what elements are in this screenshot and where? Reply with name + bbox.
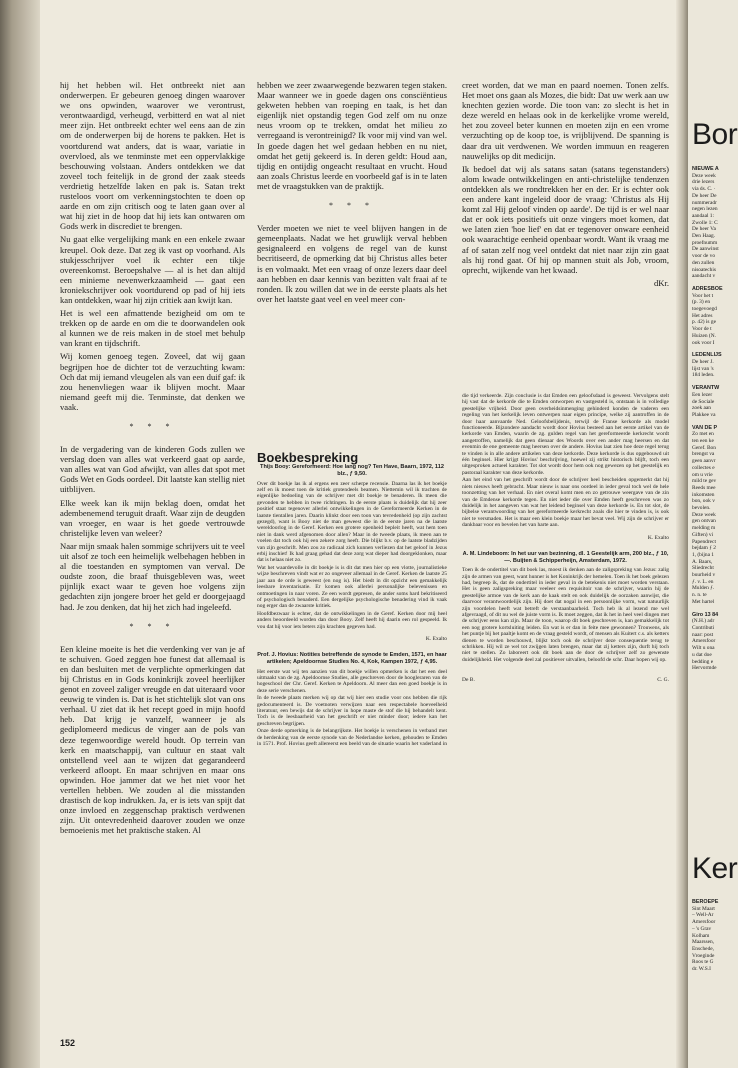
adjacent-page-text (692, 893, 738, 973)
paragraph: Een kleine moeite is het die verdenking ver van je af te schuiven. Goed zeggen hoe funest dat allemaal is en dan besluiten met de verplichte opmerkingen dat bij Christus en in Gods koninkrijk zoveel heerlijker genot en zoveel zaliger vreugde en dat uiteraard voor eeuwig te vinden is. Dat is het stichtelijk slot van ons verhaal. U ziet dat ik het recept goed in mijn hoofd heb. Dat krijg je vanzelf, wanneer je als gediplomeerd medicus de vinger aan de pols van deze tegenwoordige wereld houdt. Op terrein van kerk en maatschappij, van cultuur en staat valt ontstellend veel aan te wijzen dat gegarandeerd verkeerd afloopt. En maar schrijven en maar ons opwinden. Hoe jammer dat we het niet voor het vertellen hebben. We zouden al die misstanden drastisch de kop indrukken. Ja, er is iets van spijt dat onze invloed en zeggenschap praktisch verdwenen zijn. Uit ontevredenheid daarover zouden we onze bemoeienis met het praktische staken. Al (60, 643, 245, 836)
adjacent-page-line: De heer De (692, 192, 717, 199)
adjacent-page-line: De aanwinst (692, 246, 719, 253)
column-1 (60, 80, 245, 1048)
review-signature: K. Exalto (647, 534, 669, 541)
adjacent-page-line: – Well-Ar (692, 912, 714, 919)
adjacent-page-line: Papendrect (692, 538, 716, 545)
adjacent-page-line: Plakkee va (692, 411, 716, 418)
section-divider-stars: * * * (129, 422, 176, 431)
paragraph: Het is wel een afmattende bezigheid om om te trekken op de aarde en om die te doorwandelen ook al kunnen we de reis maken in de stoel met behulp van krant en tijdschrift. (60, 308, 245, 349)
adjacent-page-title: Bor (692, 118, 738, 151)
adjacent-page-text (692, 160, 738, 672)
adjacent-page-line: mild te gev (692, 478, 717, 485)
adjacent-page-line: n. n. te (692, 592, 707, 599)
paragraph: Onze derde opmerking is de belangrijkste. Het boekje is verschenen in verband met de herdenking van de eerste synode van de Nederlandse kerken, gehouden te Emden in 1571. Prof. Hovius geeft allereerst een beeld van de situatie waarin het vaderland in (257, 728, 447, 747)
adjacent-page-line: ook voor I (692, 339, 715, 346)
column-1-paragraphs-a (60, 80, 245, 412)
adjacent-page-line: Zo met en (692, 431, 714, 438)
adjacent-page-line: p. 42) is ge (692, 319, 716, 326)
adjacent-page-line: Wilt u ona (692, 645, 715, 652)
adjacent-page-line: proefnumm (692, 239, 718, 246)
adjacent-page-line: Deze week (692, 172, 716, 179)
adjacent-page-line: aandacht v (692, 273, 716, 280)
adjacent-page-line: buurheid v (692, 572, 716, 579)
adjacent-page-line: Reeds mee (692, 484, 716, 491)
adjacent-page-line: om u vrie (692, 471, 713, 478)
adjacent-page-line: Giften) vi (692, 531, 714, 538)
paragraph: die tijd verkeerde. Zijn conclusie is dat Emden een geloofsdaad is geweest. Vervolgens stelt hij vast dat de kerkorde die te Emden ontworpen en vastgesteld is, ontstaan is in volledige geestelijke vrijheid. Door geen overheidsinmenging gehinderd konden de vaderen een regeling van het kerkelijk leven ontwerpen naar eigen principe, welke zij aantroffen in de door haar aanvaarde Ned. Geloofsbelijdenis, terwijl de Franse kerkorde als model functioneerde. Bijzondere aandacht wordt door Hovius besteed aan het eerste artikel van de kerkorde van Emden, waarin de zg. gulden regel van het gereformeerde kerkrecht wordt aangetroffen, namelijk dat geen dienaar des Woords over een ander mag heersen en dat evenmin de ene gemeente mag heersen over de andere. Hovius laat zien hoe deze regel terug te vinden is in alle andere artikelen van deze kerkorde. Deze kerkorde is dus opgebouwd uit één beginsel. Hier krijgt Hovius' beschrijving, hoewel zij strikt historisch blijft, toch een uitgesproken actueel karakter. Tot slot wordt door hem ook nog gewezen op het geestelijk en pastoraal karakter van deze kerkorde. (462, 393, 669, 476)
adjacent-page-line: BEROEPE (692, 899, 719, 905)
adjacent-page-line: Roos te G (692, 959, 714, 966)
adjacent-page-line: (p. 3) en (692, 299, 711, 306)
adjacent-page-line: Vroeginde (692, 952, 715, 959)
column-3-reviews (462, 393, 669, 684)
adjacent-page-line: (N.H.) adr (692, 618, 715, 625)
adjacent-page-line: negen lezen (692, 206, 718, 213)
adjacent-page-line: Zwolle 1: C (692, 219, 718, 226)
adjacent-page-line: Enschede, (692, 945, 715, 952)
page-spine-shadow (676, 0, 688, 1068)
adjacent-page-line: ten een ke (692, 438, 714, 445)
adjacent-page-line: nummeradr (692, 199, 717, 206)
adjacent-page-line: ƒ. v. L. en (692, 578, 714, 585)
paragraph: Nu gaat elke vergelijking mank en een enkele zwaar kreupel. Ook deze. Dat zeg ik vast op voorhand. Als stukjesschrijver voel ik echter een tikje overeenkomst. Beroepshalve — al is het dan altijd een minieme nevenwerkzaamheid — gaat een kroniekschrijver ook voortdurend op pad of hij iets kan ontdekken, waar hij zijn critiek aan kwijt kan. (60, 234, 245, 305)
paragraph: Over dit boekje las ik al ergens een zeer scherpe recensie. Daarna las ik het boekje zelf en ik moest toen de kritiek grotendeels beamen. Niettemin wil ik trachten de eigenlijke bedoeling van de schrijver met dit boekje te benaderen. Ik meen die gevonden te hebben in twee richtingen. In de eerste plaats is duidelijk dat hij zeer positief staat tegenover allerlei ontwikkelingen in de Gereformeerde Kerken in de laatste tientallen jaren. Daarin klinkt door een toon van tevredenheid (op zijn zachtst gezegd), want is Booy niet de man geweest die in de eerste jaren na de laatste wereldoorlog in de Geref. Kerken een grotere openheid bepleit heeft, wat hem toen niet in dank werd afgenomen door allen? Maar in de tweede plaats, ik meen aan te voelen dat toch ook hij een zekere zorg heeft. Die blijkt b.v. op de laatste bladzijden van zijn geschrift. Men zou zo radicaal zich kunnen verliezen dat het geloof in Jezus erbij inschiet! Ik had graag gehad dat deze zorg wat dieper had doorgeklonken, maar dat is helaas niet zo. (257, 480, 447, 564)
paragraph: In de tweede plaats merken wij op dat wij hier een studie voor ons hebben die rijk gedocumenteerd is. De voetnoten verwijzen naar een respectabele hoeveelheid literatuur, een bewijs dat de schrijver in hope maste de stof die hij behandelt kent. Toch is de leesbaarheid van het geschrift er niet minder door; iedere kan het geschreven begrijpen. (257, 695, 447, 727)
adjacent-page-line: bedding e (692, 658, 714, 665)
review-heading: Thijs Booy: Gereformeerd: Hoe lang nog? Ten Have, Baarn, 1972, 112 blz., ƒ 9,50. (260, 464, 444, 477)
section-divider-stars: * * * (129, 621, 176, 631)
adjacent-page-line: voor de vo (692, 253, 716, 260)
adjacent-page-line: Giro 13 84 (692, 611, 719, 618)
adjacent-page-line: Het adres (692, 312, 713, 319)
book-review-section (257, 450, 447, 748)
page-number: 152 (60, 1038, 76, 1048)
adjacent-page-line: de Sociale (692, 398, 715, 405)
column-1-paragraphs-b (60, 444, 245, 612)
review-signature: K. Exalto (425, 635, 447, 642)
adjacent-page-line: bon, ook v (692, 498, 715, 505)
adjacent-page-line: drie lezers (692, 179, 715, 186)
adjacent-page-line: lijst van 's (692, 365, 714, 372)
adjacent-page-line: De heer J. (692, 358, 714, 365)
adjacent-page-line: zoek aan (692, 405, 712, 412)
paragraph: Aan het eind van het geschrift wordt door de schrijver heel bescheiden opgemerkt dat hij niets nieuws heeft gebracht. Maar nieuw is naar ons oordeel in ieder geval toch wel de hele toonzetting van het verhaal. En niet overal komt men en zo getrouwe weergave van de zin van de Emdense kerkorde tegen. En niet ieder die over Emden heeft geschreven was zo duidelijk in het aangeven van wat het leidend beginsel van deze kerkorde is. En tot slot, de bijbelse verantwoording van het gereformeerde kerkrecht zoals die hier te vinden is, is ook niet te versmaden. Het is maar een klein boekje maar het bevat veel. Wij zijn de schrijver er dankbaar voor en bevelen het van harte aan. (462, 477, 669, 529)
adjacent-page-line: Amersfoor (692, 919, 716, 926)
paragraph: Het eerste wat wij ten aanzien van dit boekje willen opmerken is dat het een deel uitmaakt van de zg. Apeldoornse Studies, alle geschreven door de hoogleraren van de hogeschool der Chr. Geref. Kerken te Apeldoorn. Al meer dan een goed boekje is in deze serie verschenen. (257, 668, 447, 694)
paragraph: Toen ik de ondertitel van dit boek las, moest ik denken aan de zaligspreking van Jezus: zalig zijn de armen van geest, want hunner is het Koninkrijk der hemelen. Toen ik het boek gelezen had, begreep ik, dat de ondertitel in ieder geval in de betekenis niet moet worden verstaan. Het is geen zaligspreking maar veeleer een requisitoir van de schrijver, waarin hij de geestelijke armoe van de kerk aan de kaak stelt en ook duidelijk de oorzaken aanwijst, die daarvoor verantwoordelijk zijn. Hij doet dat nogal in een persoonlijke vorm, wat natuurlijk zijn voordelen heeft wat betreft de verstaanbaarheid. Toch heb ik al lezend me wel afgevraagd, of dit nu wel de juiste vorm is. Ik moet zeggen, dat ik het in heel veel dingen met de schrijver eens kan zijn. Maar de toon, waarop dit boek geschreven is, kan gemakkelijk tot een nog grotere kortsluiting leiden. En wat is er dan in feite mee gewonnen? Trouwens, als het puntje bij het paaltje komt en de vraag gesteld wordt, of mensen als Kuitert c.s. als ketters dienen te worden beschouwd, blijkt toch ook de schrijver deze consequentie terug te schrikken. Hij wil ze wel tot zwijgen laten brengen, maar dat zij ketters zijn, durft hij toch niet te stellen. Zo laboreert ook dit boek aan de door de schrijver zelf zo gewenste duidelijkheid. Het volgende deel zal positiever uitvallen, beloofd de schr. Daar hopen wij op. (462, 567, 669, 663)
section-divider-stars: * * * (329, 201, 375, 211)
adjacent-page-line: Huizen (N. (692, 332, 716, 339)
adjacent-page-line: ADRESBOE (692, 285, 723, 292)
paragraph: In de vergadering van de kinderen Gods zullen we verslag doen van alles wat verkeerd gaat op aarde, van alles wat van God afwijkt, van alles dat spot met Gods Wet en Gods oordeel. Dit laatste kan stellig niet uitblijven. (60, 444, 245, 495)
adjacent-page-line: Sliedrecht (692, 565, 714, 572)
adjacent-page-line: bejdam ƒ 2 (692, 545, 716, 552)
adjacent-page-line: LEDENLIJS (692, 352, 722, 359)
paragraph: Ik bedoel dat wij als satans satan (satans tegenstanders) alom kwade ontwikkelingen en anti-christelijke tendenzen ontdekken als we rondtrekken her en der. Er is echter ook een andere kant ingeleid door de vraag: 'Christus als Hij komt zal Hij geloof vinden op aarde'. De tijd is er wel naar dat er ook iets positiefs uit onze vingers moet komen, dat we laten zien 'hoe lief' en dat er tegenover onware eenheid ook waarachtige eenheid openbaar wordt. Want ik vraag me af of satan zelf nog veel ontdekt dat niet naar zijn zin gaat als hij rond gaat. Of hij op mannen stuit als Job, vroom, oprecht, wijkende van het kwaad. (462, 163, 669, 275)
adjacent-page-line: A. Baars, (692, 558, 713, 565)
adjacent-page-line: Den Haag. (692, 233, 716, 240)
adjacent-page-line: Kolham (692, 932, 710, 939)
adjacent-page-line: melding m (692, 525, 716, 532)
paragraph: Wij komen genoeg tegen. Zoveel, dat wij gaan begrijpen hoe de dichter tot de verzuchting kwam: Och dat mij iemand vleugelen als van een duif gaf: ik zou henenvliegen waar ik blijven mocht. Maar niemand geeft mij die. Tenminste, dat denken we vaak. (60, 351, 245, 412)
section-title: Boekbespreking (257, 450, 359, 465)
paragraph: hij het hebben wil. Het ontbreekt niet aan onderwerpen. Er gebeuren genoeg dingen waarover we ons opwinden, waarover we verontrust, verontwaardigd, verheugd, verbitterd en wat al niet meer zijn. Het ontbreekt echter wel eens aan de zin om de onderwerpen bij de horens te pakken. Het is voortdurend wat anders, dat is waar, variatie in overvloed, als we tenminste met een oppervlakkige beschouwing volstaan. Anders ontdekken we dat zoveel toch feitelijk in de grond der zaak steeds verdrietig hetzelfde laken en pak is. Satan trekt rusteloos voort om verkenningstochten te doen op aarde en om zijn critisch oog te laten gaan over al wat hij ziet in de hoop dat hij iets kan ontwaren om Gods werk in discrediet te brengen. (60, 80, 245, 232)
adjacent-page-line: Voor de t (692, 326, 712, 333)
column-1-paragraphs-c (60, 644, 245, 836)
adjacent-page-line: Deze week (692, 511, 716, 518)
column-2 (257, 80, 447, 307)
adjacent-page-line: dr. W.S.I (692, 966, 711, 973)
adjacent-page-line: Maarssen, (692, 939, 715, 946)
adjacent-page-line: 1, (bijna 1 (692, 551, 715, 558)
adjacent-page-line: Sint Maart (692, 905, 715, 912)
adjacent-page-line: naar: post (692, 631, 714, 638)
binding-gutter (0, 0, 40, 1068)
adjacent-page-line: De heer Va (692, 226, 716, 233)
adjacent-page-line: Een lezer (692, 391, 713, 398)
adjacent-page-line: gen ontvan (692, 518, 716, 525)
adjacent-page-title: Ker (692, 852, 738, 885)
adjacent-page-line: den zullen (692, 259, 715, 266)
adjacent-page-line: Mulden ƒ. (692, 585, 715, 592)
adjacent-page-line: bevolen. (692, 505, 711, 512)
column-3 (462, 80, 669, 288)
adjacent-page-line: aandaal 1: (692, 212, 714, 219)
adjacent-page-line: Met hartel (692, 598, 715, 605)
adjacent-page-line: Amersfoor (692, 638, 716, 645)
adjacent-page-line: via ds. C. · (692, 186, 716, 193)
review-initials-left: De B. (462, 677, 475, 684)
adjacent-page-line: Geref. Bon (692, 444, 716, 451)
adjacent-page-line: VERANTW (692, 385, 720, 392)
adjacent-page-edge (688, 0, 738, 1068)
paragraph: Hoofdbezwaar is echter, dat de ontwikkelingen in de Geref. Kerken door mij heel anders beoordeeld worden dan door Booy. Zelf heeft hij daarin een rol gespeeld. Ik vou dat hij voor iets beters zijn krachten gegeven had. (257, 610, 447, 630)
paragraph: Elke week kan ik mijn beklag doen, omdat het adembenemend teruguit draaft. Waar zijn de deugden van vroeger, en waar is het goede vertrouwde christelijke leven van weleer? (60, 497, 245, 538)
author-signature: dKr. (653, 277, 669, 288)
review-footer (462, 677, 669, 683)
review-initials-right: C. G. (657, 677, 669, 684)
paragraph: hebben we zeer zwaarwegende bezwaren tegen staken. Maar wanneer we in goede dagen ons consciëntieus gekweten hebben van roeping en taak, is het dan eigenlijk niet opstandig tegen God zelf om nu onze neus vroom op te trekken, omdat het milieu zo verregaand is verontreinigd? Ik voor mij vind van wel. In goede dagen het wel gedaan hebben en nu niet, omdat het getij gekeerd is. In deren geldt: Houd aan, tijdig en ontijdig ongeacht resultaat en vrucht. Houd aan zoals Christus leerde en voorbeeld gaf is in te laten met de vraagstukken van de praktijk. (257, 80, 447, 191)
adjacent-page-line: toegevoegd (692, 306, 717, 313)
adjacent-page-line: 184 leden. (692, 372, 715, 379)
adjacent-page-line: geen aanvr (692, 458, 716, 465)
review-heading: A. M. Lindeboom: In het uur van bezinning, dl. 1 Geestelijk arm, 200 blz., ƒ 10,—. Buijten & Schipperheijn, Amsterdam, 1972. (462, 550, 669, 564)
adjacent-page-line: – 's Grav (692, 925, 712, 932)
adjacent-page-line: nisoatechis (692, 266, 716, 273)
adjacent-page-line: collectes e (692, 464, 715, 471)
adjacent-page-line: Voor het t (692, 292, 714, 299)
paragraph: Naar mijn smaak halen sommige schrijvers uit te veel uit alsof ze toch een heimelijk welbehagen hebben in al die toestanden en symptomen van verval. De oudste zoon, die braaf thuisgebleven was, weet pijnlijk exact waar te geven hoe volgens zijn gedachten zijn jongere broer het geld er doorgejaagd had. Je zou denken, dat hij het zich had ingeleefd. (60, 540, 245, 612)
paragraph: Wat het waardevolle in dit boekje is is dit dat men hier op een vlotte, journalistieke wijze beschreven vindt wat er zo ongeveer allemaal in de Geref. Kerken de laatste 25 jaar aan de orde is geweest (en nog is). Het biedt in dit opzicht een gemakkelijk leesbare inventarisatie. Er komen ook allerlei personalijke belevenissen en ontmoetingen in naar voren. Ze een wordt gepresen, de ander soms hard bekritiseerd of psychologisch benaderd. Een dergelijke psychologische benadering vind ik vaak nog erger dan de zwaarste kritiek. (257, 564, 447, 610)
adjacent-page-line: Contributi (692, 625, 715, 631)
adjacent-page-line: Hervormde (692, 665, 717, 672)
paragraph: Verder moeten we niet te veel blijven hangen in de gemeenplaats. Nadat we het gruwlijk verval hebben gesignaleerd en volgens de regel van de kunst becritiseerd, de opmerking dat bij Christus alles beter is en volmaakt. Met een vraag of onze lezers daar deel aan hebben en daar kennis van bezitten valt fraai af te ronden. Ik zou willen dat we in de eerste plaats als het over het laatste gaat veel en veel meer con- (257, 223, 447, 304)
adjacent-page-line: inkomsten (692, 491, 715, 498)
adjacent-page-line: brengst va (692, 451, 715, 458)
adjacent-page-line: VAN DE P (692, 424, 718, 431)
paragraph: creet worden, dat we man en paard noemen. Tonen zelfs. Het moet ons gaan als Mozes, die bidt: Dat uw werk aan uw knechten gezien worde. Die toon van: zo slecht is het in deze wereld en helaas ook in de kerkelijke vrome wereld, het zou zoveel beter kunnen en moeten zijn en een vrome verzuchting op de koop toe, is vrijblijvend. De spanning is daar dra uit verdwenen. We worden immuun en reageren nauwelijks op dit medicijn. (462, 80, 669, 161)
review-heading: Prof. J. Hovius: Notities betreffende de synode te Emden, 1571, en haar artikelen; Apeldoornse Studies No. 4, Kok, Kampen 1972, ƒ 4,95. (257, 652, 447, 665)
adjacent-page-line: NIEUWE A (692, 166, 719, 172)
adjacent-page-line: u dat doe (692, 651, 712, 658)
